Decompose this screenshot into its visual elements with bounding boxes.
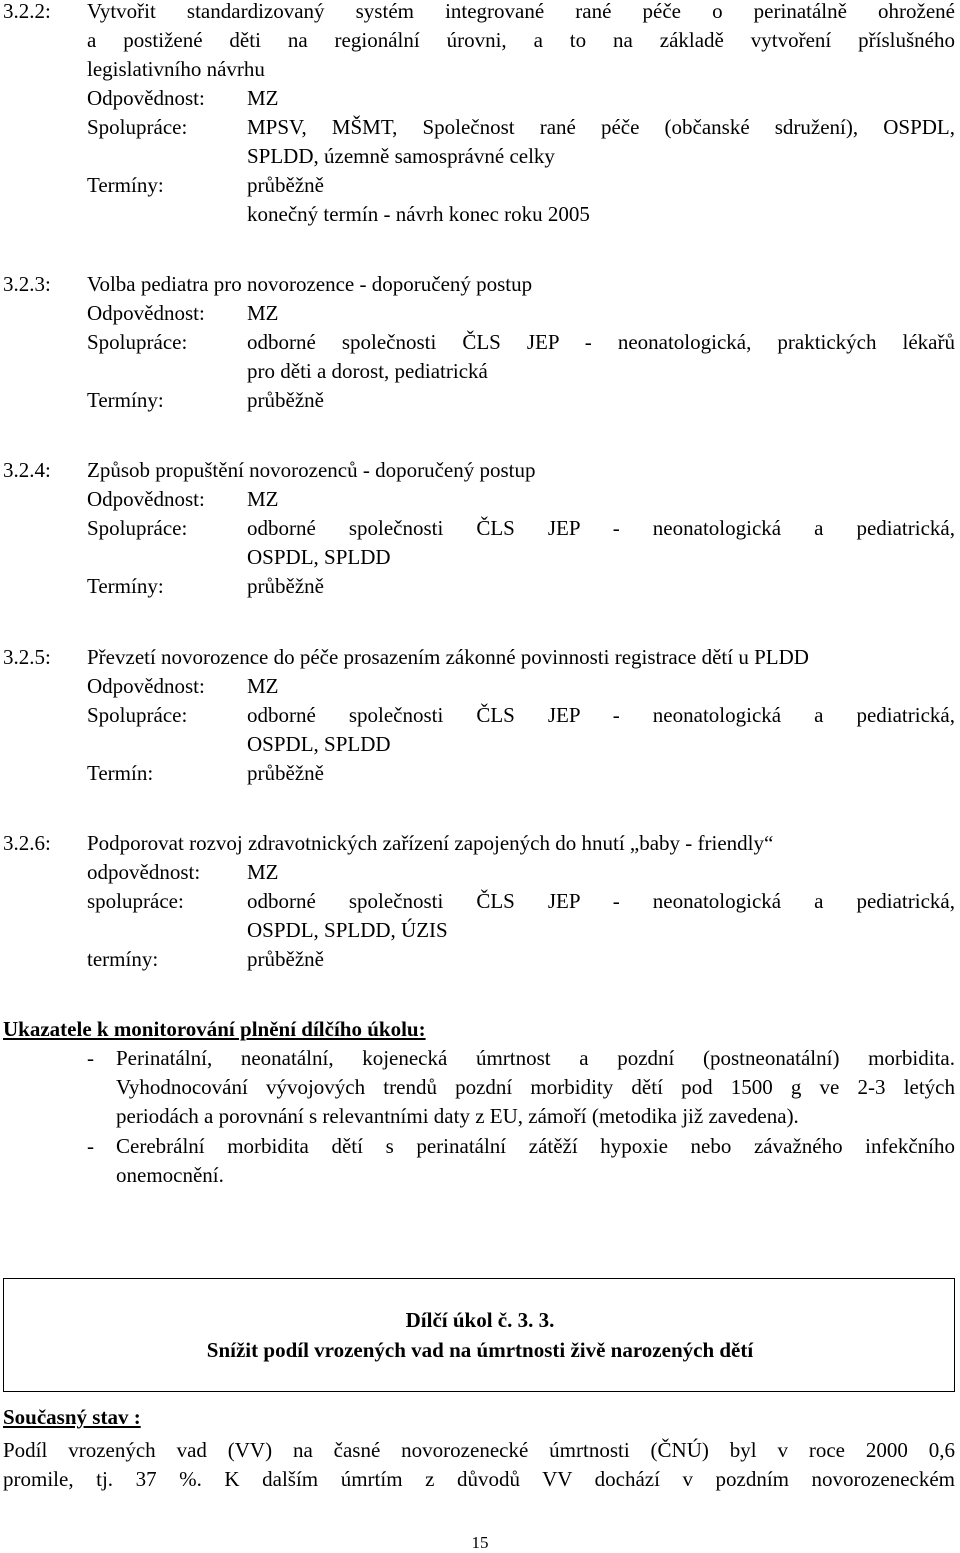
cooperation-value: odborné společnosti ČLS JEP - neonatologická a pediatrická, [247, 889, 955, 913]
cooperation-value: odborné společnosti ČLS JEP - neonatologická, praktických lékařů [247, 330, 955, 354]
task-title-line: Vytvořit standardizovaný systém integrované rané péče o perinatálně ohrožené [87, 0, 955, 23]
deadline-value: průběžně [247, 173, 324, 197]
cooperation-value: OSPDL, SPLDD [247, 545, 391, 569]
task-title: Podporovat rozvoj zdravotnických zařízení zapojených do hnutí „baby - friendly“ [87, 831, 774, 855]
cooperation-value: OSPDL, SPLDD, ÚZIS [247, 918, 448, 942]
deadline-value: konečný termín - návrh konec roku 2005 [247, 202, 590, 226]
page-number: 15 [471, 1533, 489, 1552]
deadline-label: Termín: [87, 761, 154, 785]
responsibility-label: Odpovědnost: [87, 86, 205, 110]
cooperation-value: pro děti a dorost, pediatrická [247, 359, 488, 383]
section-number: 3.2.3: [3, 272, 51, 296]
responsibility-label: Odpovědnost: [87, 487, 205, 511]
task-title: Volba pediatra pro novorozence - doporučený postup [87, 272, 533, 296]
paragraph-line: Podíl vrozených vad (VV) na časné novorozenecké úmrtnosti (ČNÚ) byl v roce 2000 0,6 [3, 1438, 955, 1462]
current-state-heading: Současný stav : [3, 1405, 141, 1429]
section-number: 3.2.6: [3, 831, 51, 855]
task-title: Způsob propuštění novorozenců - doporučený postup [87, 458, 536, 482]
indicator-text-line: onemocnění. [116, 1163, 224, 1187]
subtask-title: Snížit podíl vrozených vad na úmrtnosti živě narozených dětí [206, 1338, 754, 1362]
cooperation-value: SPLDD, územně samosprávné celky [247, 144, 555, 168]
bullet-dash: - [87, 1134, 94, 1158]
task-title: Převzetí novorozence do péče prosazením zákonné povinnosti registrace dětí u PLDD [87, 645, 809, 669]
cooperation-label: Spolupráce: [87, 516, 188, 540]
indicator-text-line: Vyhodnocování vývojových trendů pozdní morbidity dětí pod 1500 g ve 2-3 letých [116, 1075, 955, 1099]
cooperation-label: spolupráce: [87, 889, 184, 913]
section-number: 3.2.5: [3, 645, 51, 669]
deadline-label: Termíny: [87, 388, 164, 412]
cooperation-value: odborné společnosti ČLS JEP - neonatologická a pediatrická, [247, 703, 955, 727]
responsibility-label: odpovědnost: [87, 860, 201, 884]
responsibility-label: Odpovědnost: [87, 674, 205, 698]
deadline-value: průběžně [247, 947, 324, 971]
responsibility-value: MZ [247, 860, 279, 884]
deadline-label: termíny: [87, 947, 159, 971]
responsibility-value: MZ [247, 86, 279, 110]
section-number: 3.2.2: [3, 0, 51, 23]
responsibility-value: MZ [247, 674, 279, 698]
deadline-value: průběžně [247, 574, 324, 598]
deadline-label: Termíny: [87, 173, 164, 197]
task-title-line: legislativního návrhu [87, 57, 265, 81]
cooperation-value: OSPDL, SPLDD [247, 732, 391, 756]
cooperation-label: Spolupráce: [87, 115, 188, 139]
paragraph-line: promile, tj. 37 %. K dalším úmrtím z důvodů VV dochází v pozdním novorozeneckém [3, 1467, 955, 1491]
indicators-heading: Ukazatele k monitorování plnění dílčího úkolu: [3, 1017, 426, 1041]
deadline-value: průběžně [247, 761, 324, 785]
responsibility-value: MZ [247, 487, 279, 511]
deadline-label: Termíny: [87, 574, 164, 598]
section-number: 3.2.4: [3, 458, 51, 482]
subtask-box [3, 1278, 955, 1392]
deadline-value: průběžně [247, 388, 324, 412]
subtask-number: Dílčí úkol č. 3. 3. [405, 1308, 555, 1332]
responsibility-label: Odpovědnost: [87, 301, 205, 325]
indicator-text-line: Cerebrální morbidita dětí s perinatální zátěží hypoxie nebo závažného infekčního [116, 1134, 955, 1158]
cooperation-label: Spolupráce: [87, 703, 188, 727]
task-title-line: a postižené děti na regionální úrovni, a to na základě vytvoření příslušného [87, 28, 955, 52]
indicator-text-line: Perinatální, neonatální, kojenecká úmrtnost a pozdní (postneonatální) morbidita. [116, 1046, 955, 1070]
cooperation-value: odborné společnosti ČLS JEP - neonatologická a pediatrická, [247, 516, 955, 540]
cooperation-label: Spolupráce: [87, 330, 188, 354]
bullet-dash: - [87, 1046, 94, 1070]
responsibility-value: MZ [247, 301, 279, 325]
cooperation-value: MPSV, MŠMT, Společnost rané péče (občanské sdružení), OSPDL, [247, 115, 955, 139]
indicator-text-line: periodách a porovnání s relevantními daty z EU, zámoří (metodika již zavedena). [116, 1104, 799, 1128]
